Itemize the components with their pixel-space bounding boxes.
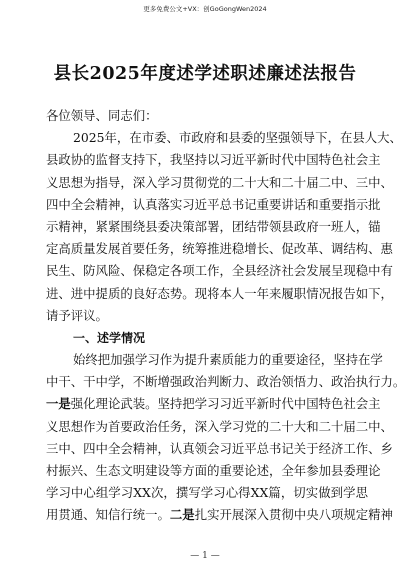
document-title: 县长2025年度述学述职述廉述法报告 [53, 64, 357, 84]
promo-banner: 更多免费公文+VX：创GoGongWen2024 [143, 5, 267, 13]
paragraph-line: 示精神，紧紧围绕县委决策部署，团结带领县政府一班人，锚 [46, 218, 381, 234]
paragraph-line: 定高质量发展首要任务，统筹推进稳增长、促改革、调结构、惠 [46, 241, 393, 257]
paragraph-line: 进、进中提质的良好态势。现将本人一年来履职情况报告如下， [46, 285, 393, 301]
point-text: 强化理论武装。坚持把学习习近平新时代中国特色社会主 [70, 396, 381, 412]
paragraph-line: 义思想作为首要政治任务，深入学习党的二十大和二十届二中、 [46, 418, 393, 434]
salutation: 各位领导、同志们： [46, 108, 158, 123]
paragraph-line: 民生、防风险、保稳定各项工作，全县经济社会发展呈现稳中有 [46, 263, 393, 279]
point-marker: 二是 [169, 507, 195, 523]
paragraph-line: 2025年，在市委、市政府和县委的坚强领导下，在县人大、 [73, 130, 402, 146]
paragraph-line [46, 393, 381, 415]
page-number: — 1 — [190, 551, 220, 561]
paragraph-line: 始终把加强学习作为提升素质能力的重要途径，坚持在学 [73, 352, 383, 368]
paragraph-line [46, 504, 393, 526]
paragraph-line: 义思想为指导，深入学习贯彻党的二十大和二十届二中、三中、 [46, 174, 393, 190]
paragraph-line: 学习中心组学习XX次，撰写学习心得XX篇，切实做到学思 [46, 485, 368, 501]
paragraph-line: 中干、干中学，不断增强政治判断力、政治领悟力、政治执行力。 [46, 374, 406, 390]
paragraph-line: 县政协的监督支持下，我坚持以习近平新时代中国特色社会主 [46, 152, 381, 168]
point-text: 用贯通、知信行统一。 [46, 507, 170, 523]
paragraph-line: 村振兴、生态文明建设等方面的重要论述，全年参加县委理论 [46, 463, 381, 478]
point-marker: 一是 [46, 396, 71, 412]
paragraph-line: 请予评议。 [46, 307, 108, 323]
paragraph-line: 四中全会精神，认真落实习近平总书记重要讲话和重要指示批 [46, 196, 381, 212]
document-body [46, 105, 406, 527]
section-heading: 一、述学情况 [73, 330, 146, 345]
paragraph-line: 三中、四中全会精神，认真领会习近平总书记关于经济工作、乡 [46, 440, 393, 456]
point-text: 扎实开展深入贯彻中央八项规定精神 [194, 507, 393, 523]
